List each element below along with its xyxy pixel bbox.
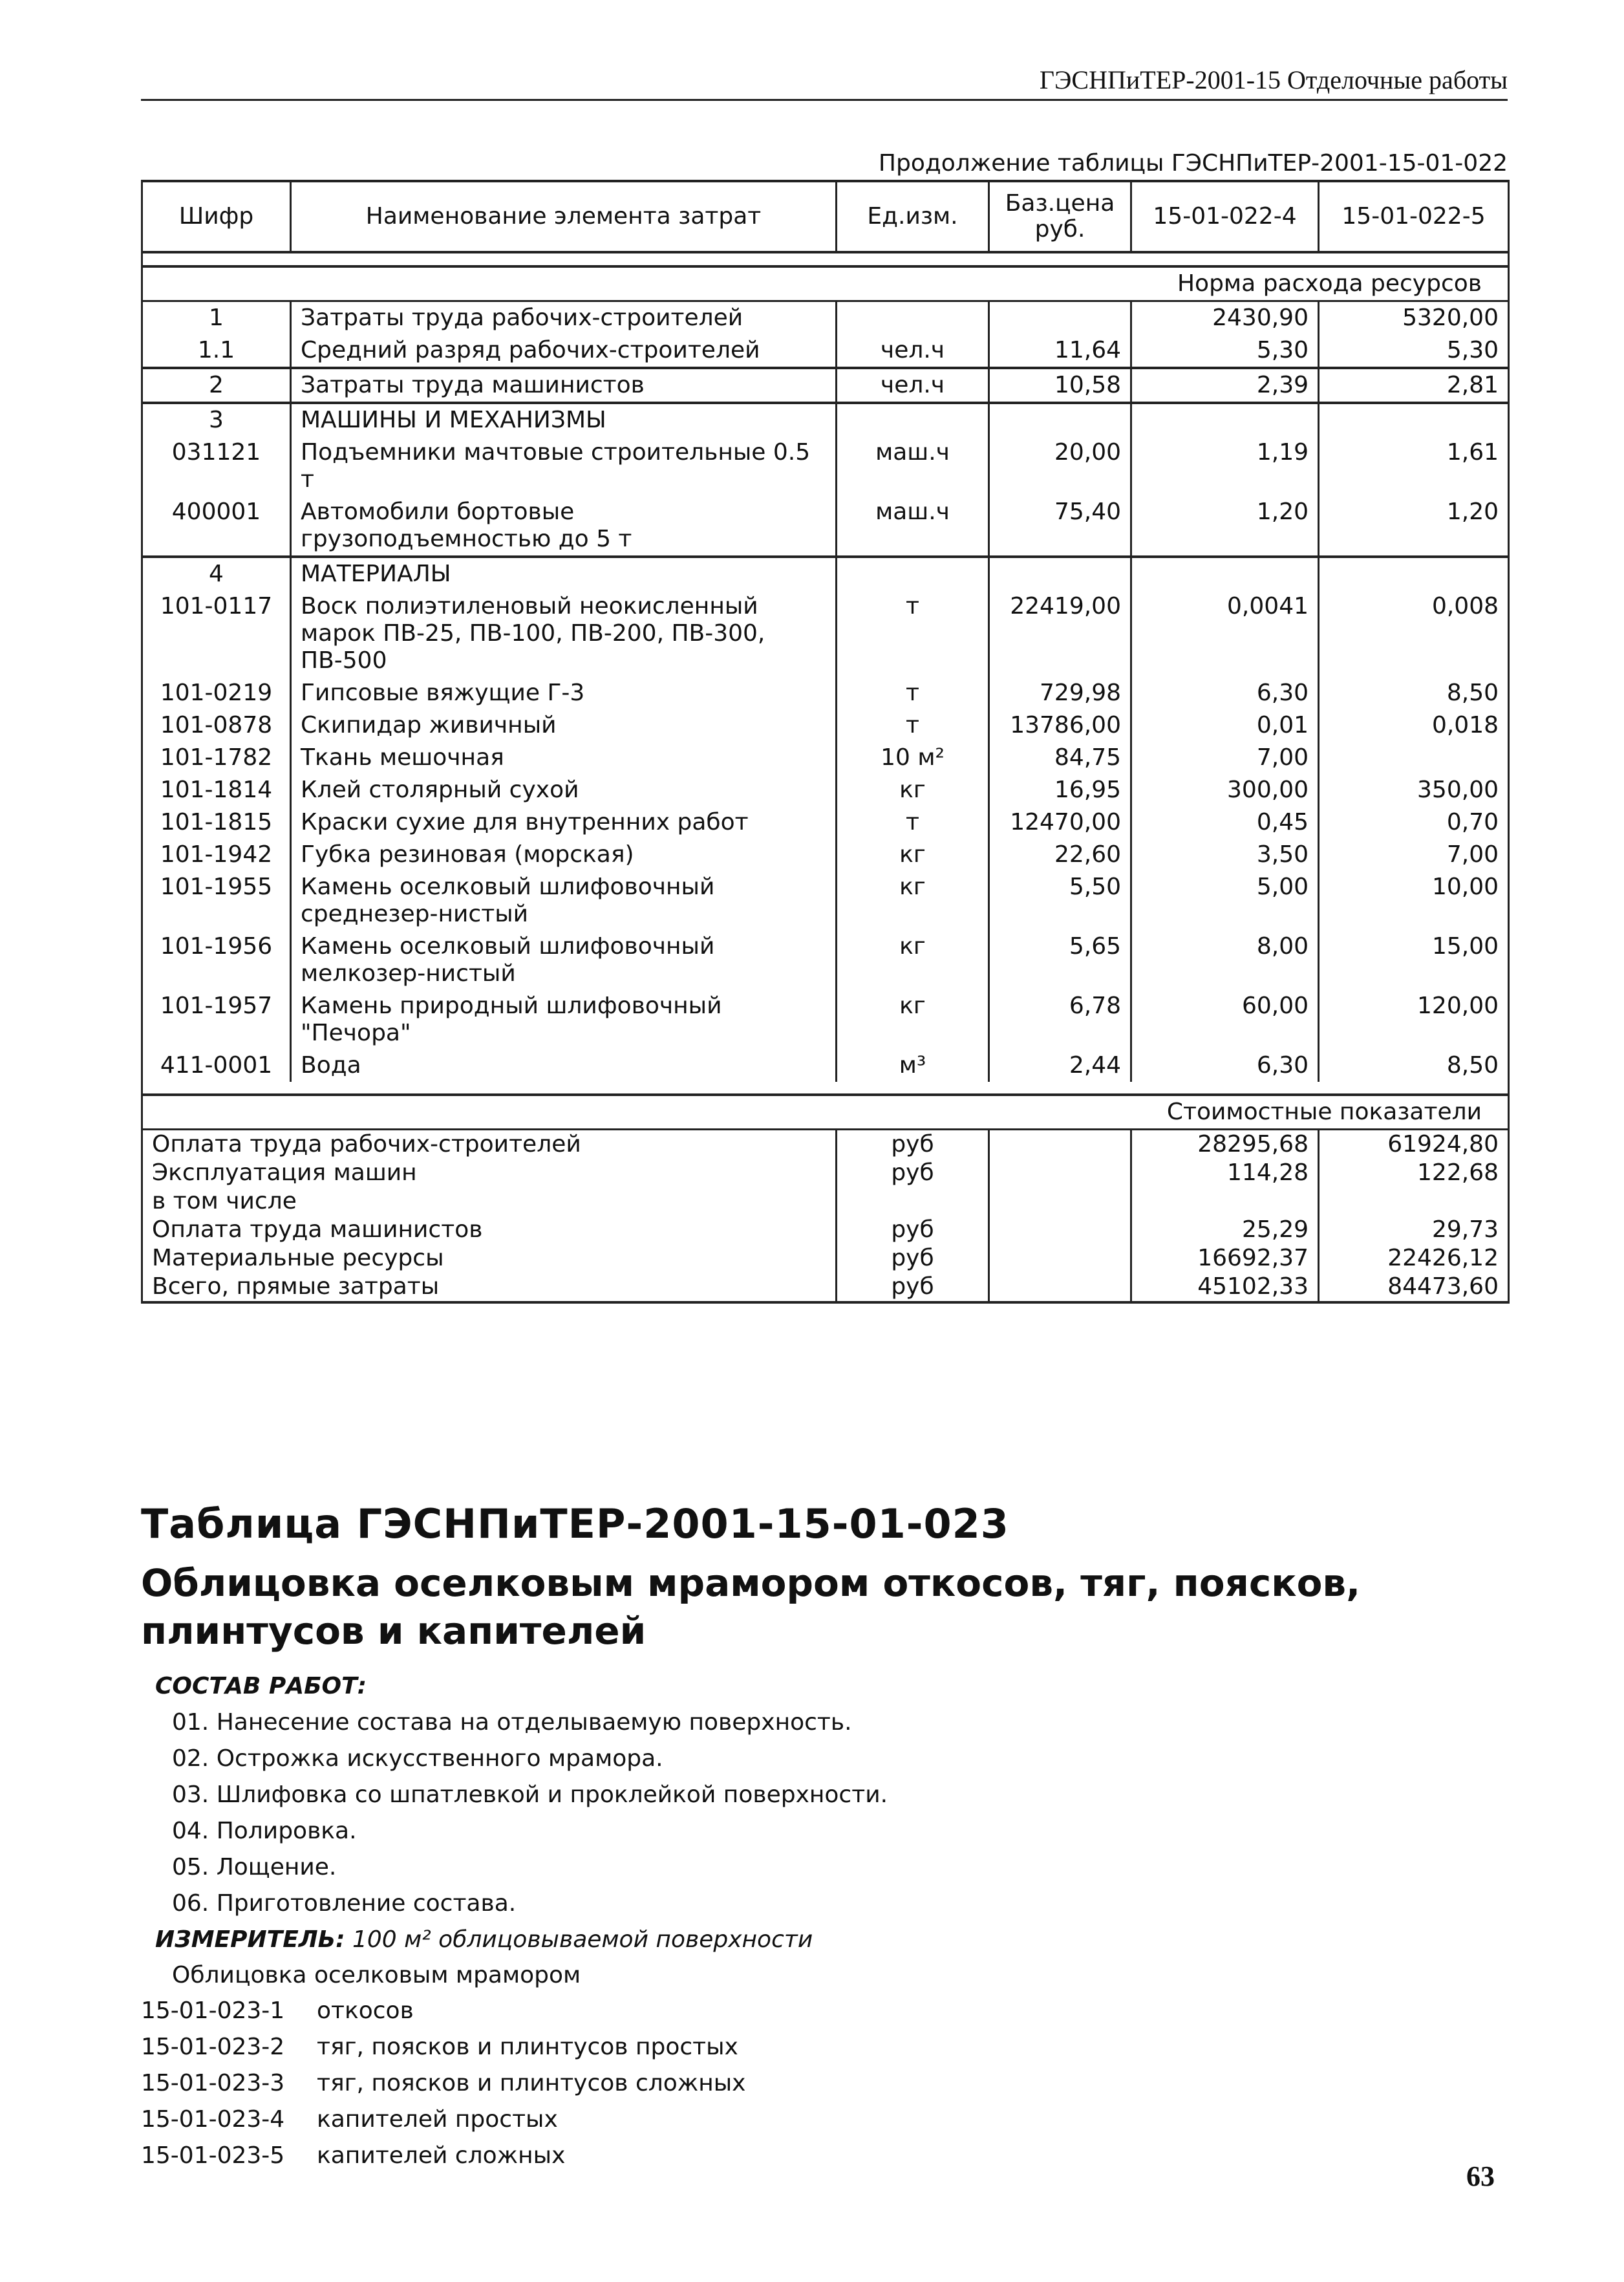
row-price (989, 557, 1131, 590)
cost-label: Материальные ресурсы (142, 1244, 837, 1273)
row-name: Губка резиновая (морская) (291, 839, 837, 871)
list-item (141, 2029, 1508, 2065)
section-norms-row (142, 266, 1509, 301)
list-item: 03. Шлифовка со шпатлевкой и проклейкой поверхности. (172, 1781, 888, 1808)
cost-row (142, 1130, 1509, 1159)
row-price: 13786,00 (989, 709, 1131, 742)
header-price: Баз.цена руб. (989, 181, 1131, 252)
section-cost-row (142, 1095, 1509, 1130)
row-code: 400001 (142, 496, 291, 557)
row-value-5: 0,008 (1319, 590, 1509, 677)
row-price: 75,40 (989, 496, 1131, 557)
cost-label: Эксплуатация машин (142, 1159, 837, 1187)
row-value-4: 0,01 (1131, 709, 1319, 742)
table-row (142, 709, 1509, 742)
row-code: 411-0001 (142, 1050, 291, 1082)
cost-row (142, 1187, 1509, 1216)
list-item: 05. Лощение. (172, 1854, 337, 1880)
table-row (142, 368, 1509, 403)
cost-unit: руб (837, 1159, 989, 1187)
variant-code: 15-01-023-3 (141, 2070, 285, 2096)
row-unit (837, 301, 989, 335)
table-row (142, 774, 1509, 806)
row-code: 101-0117 (142, 590, 291, 677)
row-value-5: 1,61 (1319, 436, 1509, 496)
table-row (142, 677, 1509, 709)
row-value-4: 5,00 (1131, 871, 1319, 931)
row-name: Клей столярный сухой (291, 774, 837, 806)
row-price: 729,98 (989, 677, 1131, 709)
row-price: 10,58 (989, 368, 1131, 403)
row-value-4 (1131, 403, 1319, 436)
variant-text: тяг, поясков и плинтусов простых (317, 2034, 738, 2060)
row-unit: кг (837, 774, 989, 806)
table-row (142, 806, 1509, 839)
table-row (142, 742, 1509, 774)
cost-row (142, 1273, 1509, 1302)
cost-value-4: 28295,68 (1131, 1130, 1319, 1159)
row-price: 5,65 (989, 931, 1131, 990)
works-list (141, 1705, 1508, 1922)
row-price: 12470,00 (989, 806, 1131, 839)
row-code: 1 (142, 301, 291, 335)
row-value-5: 0,018 (1319, 709, 1509, 742)
row-price: 6,78 (989, 990, 1131, 1050)
row-name: Камень природный шлифовочный "Печора" (291, 990, 837, 1050)
header-unit: Ед.изм. (837, 181, 989, 252)
row-price: 22419,00 (989, 590, 1131, 677)
row-value-5: 5,30 (1319, 334, 1509, 368)
variants-list (141, 1993, 1508, 2174)
list-item: 02. Острожка искусственного мрамора. (172, 1745, 663, 1772)
row-value-4: 5,30 (1131, 334, 1319, 368)
row-name: Скипидар живичный (291, 709, 837, 742)
cost-value-5: 29,73 (1319, 1216, 1509, 1244)
list-item (141, 1993, 1508, 2029)
row-value-4: 8,00 (1131, 931, 1319, 990)
measure-text: 100 м² облицовываемой поверхности (352, 1926, 813, 1953)
row-value-5 (1319, 557, 1509, 590)
cost-unit: руб (837, 1273, 989, 1302)
variant-code: 15-01-023-4 (141, 2106, 285, 2133)
cost-value-5: 61924,80 (1319, 1130, 1509, 1159)
cost-value-4: 16692,37 (1131, 1244, 1319, 1273)
row-unit: маш.ч (837, 436, 989, 496)
table-row (142, 496, 1509, 557)
row-value-4: 300,00 (1131, 774, 1319, 806)
row-code: 101-1957 (142, 990, 291, 1050)
cost-row (142, 1244, 1509, 1273)
variant-code: 15-01-023-5 (141, 2142, 285, 2169)
cost-price-empty (989, 1187, 1131, 1216)
resource-norms-table (141, 180, 1510, 1304)
row-name: Вода (291, 1050, 837, 1082)
variant-code: 15-01-023-1 (141, 1997, 285, 2024)
row-price (989, 301, 1131, 335)
row-code: 101-1956 (142, 931, 291, 990)
cost-value-5: 84473,60 (1319, 1273, 1509, 1302)
row-value-4: 3,50 (1131, 839, 1319, 871)
variant-text: капителей сложных (317, 2142, 566, 2169)
row-unit: м³ (837, 1050, 989, 1082)
cost-price-empty (989, 1130, 1131, 1159)
table-row (142, 436, 1509, 496)
row-name: Камень оселковый шлифовочный мелкозер-нистый (291, 931, 837, 990)
row-price (989, 403, 1131, 436)
row-unit (837, 557, 989, 590)
row-price: 20,00 (989, 436, 1131, 496)
row-code: 2 (142, 368, 291, 403)
row-value-5: 8,50 (1319, 677, 1509, 709)
row-value-4: 1,20 (1131, 496, 1319, 557)
row-code: 031121 (142, 436, 291, 496)
row-name: Автомобили бортовые грузоподъемностью до 5 т (291, 496, 837, 557)
cost-unit: руб (837, 1244, 989, 1273)
cost-label: Оплата труда машинистов (142, 1216, 837, 1244)
row-code: 101-0219 (142, 677, 291, 709)
cost-row (142, 1216, 1509, 1244)
facing-heading: Облицовка оселковым мрамором (172, 1962, 581, 1988)
row-unit: чел.ч (837, 368, 989, 403)
cost-price-empty (989, 1159, 1131, 1187)
row-value-5 (1319, 742, 1509, 774)
table-continuation-caption: Продолжение таблицы ГЭСНПиТЕР-2001-15-01-022 (878, 150, 1508, 177)
row-name: МАТЕРИАЛЫ (291, 557, 837, 590)
row-value-5: 10,00 (1319, 871, 1509, 931)
row-value-4: 2,39 (1131, 368, 1319, 403)
row-name: Гипсовые вяжущие Г-3 (291, 677, 837, 709)
row-value-4: 2430,90 (1131, 301, 1319, 335)
table-row (142, 403, 1509, 436)
row-value-5: 5320,00 (1319, 301, 1509, 335)
row-value-4: 0,0041 (1131, 590, 1319, 677)
row-value-4: 6,30 (1131, 1050, 1319, 1082)
table-row (142, 301, 1509, 335)
cost-label: Всего, прямые затраты (142, 1273, 837, 1302)
cost-value-4: 114,28 (1131, 1159, 1319, 1187)
running-header: ГЭСНПиТЕР-2001-15 Отделочные работы (141, 65, 1508, 101)
row-unit: кг (837, 931, 989, 990)
cost-value-4 (1131, 1187, 1319, 1216)
variant-code: 15-01-023-2 (141, 2034, 285, 2060)
row-code: 101-1955 (142, 871, 291, 931)
row-value-5: 15,00 (1319, 931, 1509, 990)
cost-value-4: 45102,33 (1131, 1273, 1319, 1302)
row-value-5: 8,50 (1319, 1050, 1509, 1082)
cost-unit: руб (837, 1216, 989, 1244)
cost-price-empty (989, 1244, 1131, 1273)
variant-text: тяг, поясков и плинтусов сложных (317, 2070, 746, 2096)
list-item: 04. Полировка. (172, 1818, 357, 1844)
table-row (142, 931, 1509, 990)
list-item: 06. Приготовление состава. (172, 1890, 517, 1917)
row-price: 2,44 (989, 1050, 1131, 1082)
cost-value-5 (1319, 1187, 1509, 1216)
cost-value-4: 25,29 (1131, 1216, 1319, 1244)
header-code: Шифр (142, 181, 291, 252)
list-item (141, 2065, 1508, 2102)
header-col4: 15-01-022-4 (1131, 181, 1319, 252)
row-code: 101-0878 (142, 709, 291, 742)
row-code: 101-1942 (142, 839, 291, 871)
cost-price-empty (989, 1216, 1131, 1244)
row-value-5: 0,70 (1319, 806, 1509, 839)
row-name: Подъемники мачтовые строительные 0.5 т (291, 436, 837, 496)
row-name: Воск полиэтиленовый неокисленный марок ПВ-25, ПВ-100, ПВ-200, ПВ-300, ПВ-500 (291, 590, 837, 677)
section-norms-label: Норма расхода ресурсов (142, 266, 1509, 301)
cost-label: в том числе (142, 1187, 837, 1216)
table-row (142, 557, 1509, 590)
page-number: 63 (1466, 2160, 1495, 2192)
row-unit: кг (837, 839, 989, 871)
table-row (142, 990, 1509, 1050)
table-row (142, 871, 1509, 931)
table-row (142, 839, 1509, 871)
row-code: 4 (142, 557, 291, 590)
row-unit: т (837, 677, 989, 709)
table-row (142, 590, 1509, 677)
row-value-4: 6,30 (1131, 677, 1319, 709)
cost-unit: руб (837, 1130, 989, 1159)
row-value-5: 7,00 (1319, 839, 1509, 871)
cost-price-empty (989, 1273, 1131, 1302)
row-price: 16,95 (989, 774, 1131, 806)
row-value-5 (1319, 403, 1509, 436)
cost-value-5: 122,68 (1319, 1159, 1509, 1187)
row-code: 3 (142, 403, 291, 436)
row-unit: чел.ч (837, 334, 989, 368)
row-value-5: 2,81 (1319, 368, 1509, 403)
table-2-title: Таблица ГЭСНПиТЕР-2001-15-01-023 (141, 1500, 1009, 1547)
row-price: 84,75 (989, 742, 1131, 774)
row-value-5: 1,20 (1319, 496, 1509, 557)
header-col5: 15-01-022-5 (1319, 181, 1509, 252)
list-item: 01. Нанесение состава на отделываемую поверхность. (172, 1709, 852, 1736)
list-item (141, 2138, 1508, 2174)
row-value-4: 60,00 (1131, 990, 1319, 1050)
row-code: 101-1814 (142, 774, 291, 806)
row-unit: т (837, 806, 989, 839)
cost-unit (837, 1187, 989, 1216)
row-unit: 10 м² (837, 742, 989, 774)
row-unit: т (837, 590, 989, 677)
row-name: Затраты труда рабочих-строителей (291, 301, 837, 335)
row-value-5: 350,00 (1319, 774, 1509, 806)
row-unit: кг (837, 990, 989, 1050)
row-price: 11,64 (989, 334, 1131, 368)
works-composition-label: СОСТАВ РАБОТ: (155, 1673, 367, 1699)
variant-text: капителей простых (317, 2106, 558, 2133)
row-code: 1.1 (142, 334, 291, 368)
row-name: Ткань мешочная (291, 742, 837, 774)
row-unit: маш.ч (837, 496, 989, 557)
measure-label: ИЗМЕРИТЕЛЬ: (155, 1926, 345, 1953)
row-value-4: 0,45 (1131, 806, 1319, 839)
table-row (142, 1050, 1509, 1082)
row-price: 22,60 (989, 839, 1131, 871)
row-name: Затраты труда машинистов (291, 368, 837, 403)
header-name: Наименование элемента затрат (291, 181, 837, 252)
row-price: 5,50 (989, 871, 1131, 931)
table-header-row (142, 181, 1509, 252)
variant-text: откосов (317, 1997, 414, 2024)
row-name: Краски сухие для внутренних работ (291, 806, 837, 839)
row-unit (837, 403, 989, 436)
table-2-subtitle: Облицовка оселковым мрамором откосов, тяг, поясков, плинтусов и капителей (141, 1561, 1361, 1653)
table-2-section (141, 1500, 1508, 2174)
row-value-4 (1131, 557, 1319, 590)
cost-label: Оплата труда рабочих-строителей (142, 1130, 837, 1159)
row-name: Средний разряд рабочих-строителей (291, 334, 837, 368)
row-value-4: 7,00 (1131, 742, 1319, 774)
row-value-5: 120,00 (1319, 990, 1509, 1050)
row-code: 101-1815 (142, 806, 291, 839)
cost-value-5: 22426,12 (1319, 1244, 1509, 1273)
section-cost-label: Стоимостные показатели (142, 1095, 1509, 1130)
row-name: МАШИНЫ И МЕХАНИЗМЫ (291, 403, 837, 436)
list-item (141, 2102, 1508, 2138)
measure-line (155, 1922, 1508, 1958)
table-row (142, 334, 1509, 368)
row-value-4: 1,19 (1131, 436, 1319, 496)
row-name: Камень оселковый шлифовочный среднезер-нистый (291, 871, 837, 931)
row-unit: кг (837, 871, 989, 931)
row-code: 101-1782 (142, 742, 291, 774)
cost-row (142, 1159, 1509, 1187)
row-unit: т (837, 709, 989, 742)
